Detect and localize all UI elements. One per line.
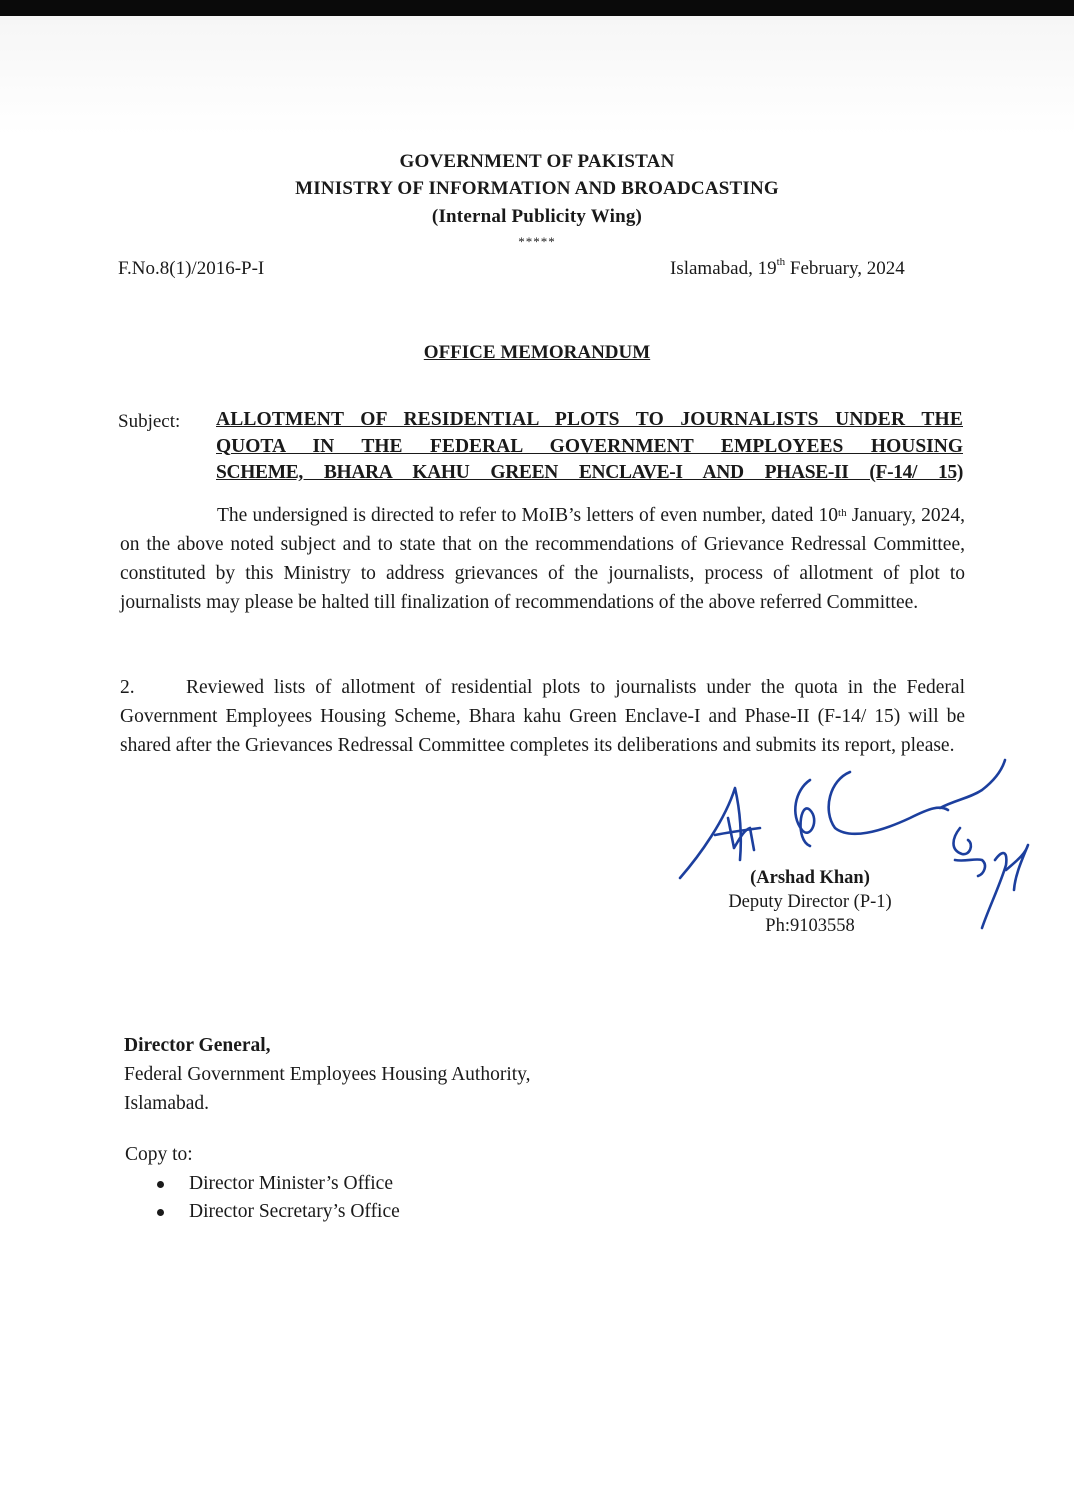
subject-line-1: ALLOTMENT OF RESIDENTIAL PLOTS TO JOURNALISTS UNDER THE: [216, 409, 963, 430]
header-ministry: MINISTRY OF INFORMATION AND BROADCASTING: [295, 178, 779, 199]
signatory-designation: Deputy Director (P-1): [728, 892, 892, 912]
signatory-name: (Arshad Khan): [750, 868, 870, 888]
subject-label: Subject:: [118, 411, 181, 432]
file-number: F.No.8(1)/2016-P-I: [118, 258, 265, 279]
top-black-bar: [0, 0, 1074, 16]
signatory-block: [680, 868, 940, 937]
subject-line-3: SCHEME, BHARA KAHU GREEN ENCLAVE-I AND PHASE-II (F-14/ 15): [216, 462, 963, 483]
bullet-icon: [157, 1209, 164, 1216]
header-stars: *****: [518, 234, 556, 249]
paragraph-2-number: 2.: [120, 677, 135, 698]
copy-to-item-label: Director Secretary’s Office: [189, 1201, 400, 1222]
date-superscript: th: [776, 256, 786, 268]
place-date-prefix: Islamabad, 19: [670, 258, 777, 279]
subject-text: [216, 407, 963, 487]
paragraph-1-superscript: th: [838, 507, 847, 519]
copy-to-item: [125, 1198, 400, 1226]
subject-line-2: QUOTA IN THE FEDERAL GOVERNMENT EMPLOYEES HOUSING: [216, 435, 963, 457]
copy-to-item-label: Director Minister’s Office: [189, 1173, 393, 1194]
copy-to-block: [125, 1140, 400, 1226]
bullet-icon: [157, 1181, 164, 1188]
copy-to-item: [125, 1170, 400, 1198]
copy-to-label: Copy to:: [125, 1144, 193, 1165]
place-date-suffix: February, 2024: [785, 258, 905, 279]
place-date: [670, 258, 905, 280]
paragraph-2-text: Reviewed lists of allotment of residential plots to journalists under the quota in the Federal Government Employees Housing Scheme, Bhara kahu Green Enclave-I and Phase-II (F-14/ 15) will be shared after the Grievances Redressal Committee completes its deliberations and submits its report, please.: [120, 677, 965, 756]
paragraph-1-part-1: The undersigned is directed to refer to MoIB’s letters of even number, dated 10: [217, 505, 839, 526]
header-wing: (Internal Publicity Wing): [431, 206, 643, 227]
addressee-title: Director General,: [124, 1035, 271, 1056]
copy-to-list: [125, 1170, 400, 1226]
signatory-phone: Ph:9103558: [765, 916, 855, 936]
paragraph-2: [120, 673, 965, 760]
paragraph-1: [120, 501, 965, 617]
paragraph-1-part-2: January, 2024, on the above noted subject and to state that on the recommendations of Grievance Redressal Committee, constituted by this Ministry to address grievances of the journalists, process of allotment of plot to journalists may please be halted till finalization of recommendations of the above referred Committee.: [120, 505, 965, 613]
addressee-line-2: Islamabad.: [124, 1093, 210, 1114]
addressee-line-1: Federal Government Employees Housing Authority,: [124, 1064, 531, 1085]
header-government: GOVERNMENT OF PAKISTAN: [399, 151, 675, 172]
memo-title: OFFICE MEMORANDUM: [423, 342, 651, 363]
addressee-block: [124, 1031, 531, 1118]
